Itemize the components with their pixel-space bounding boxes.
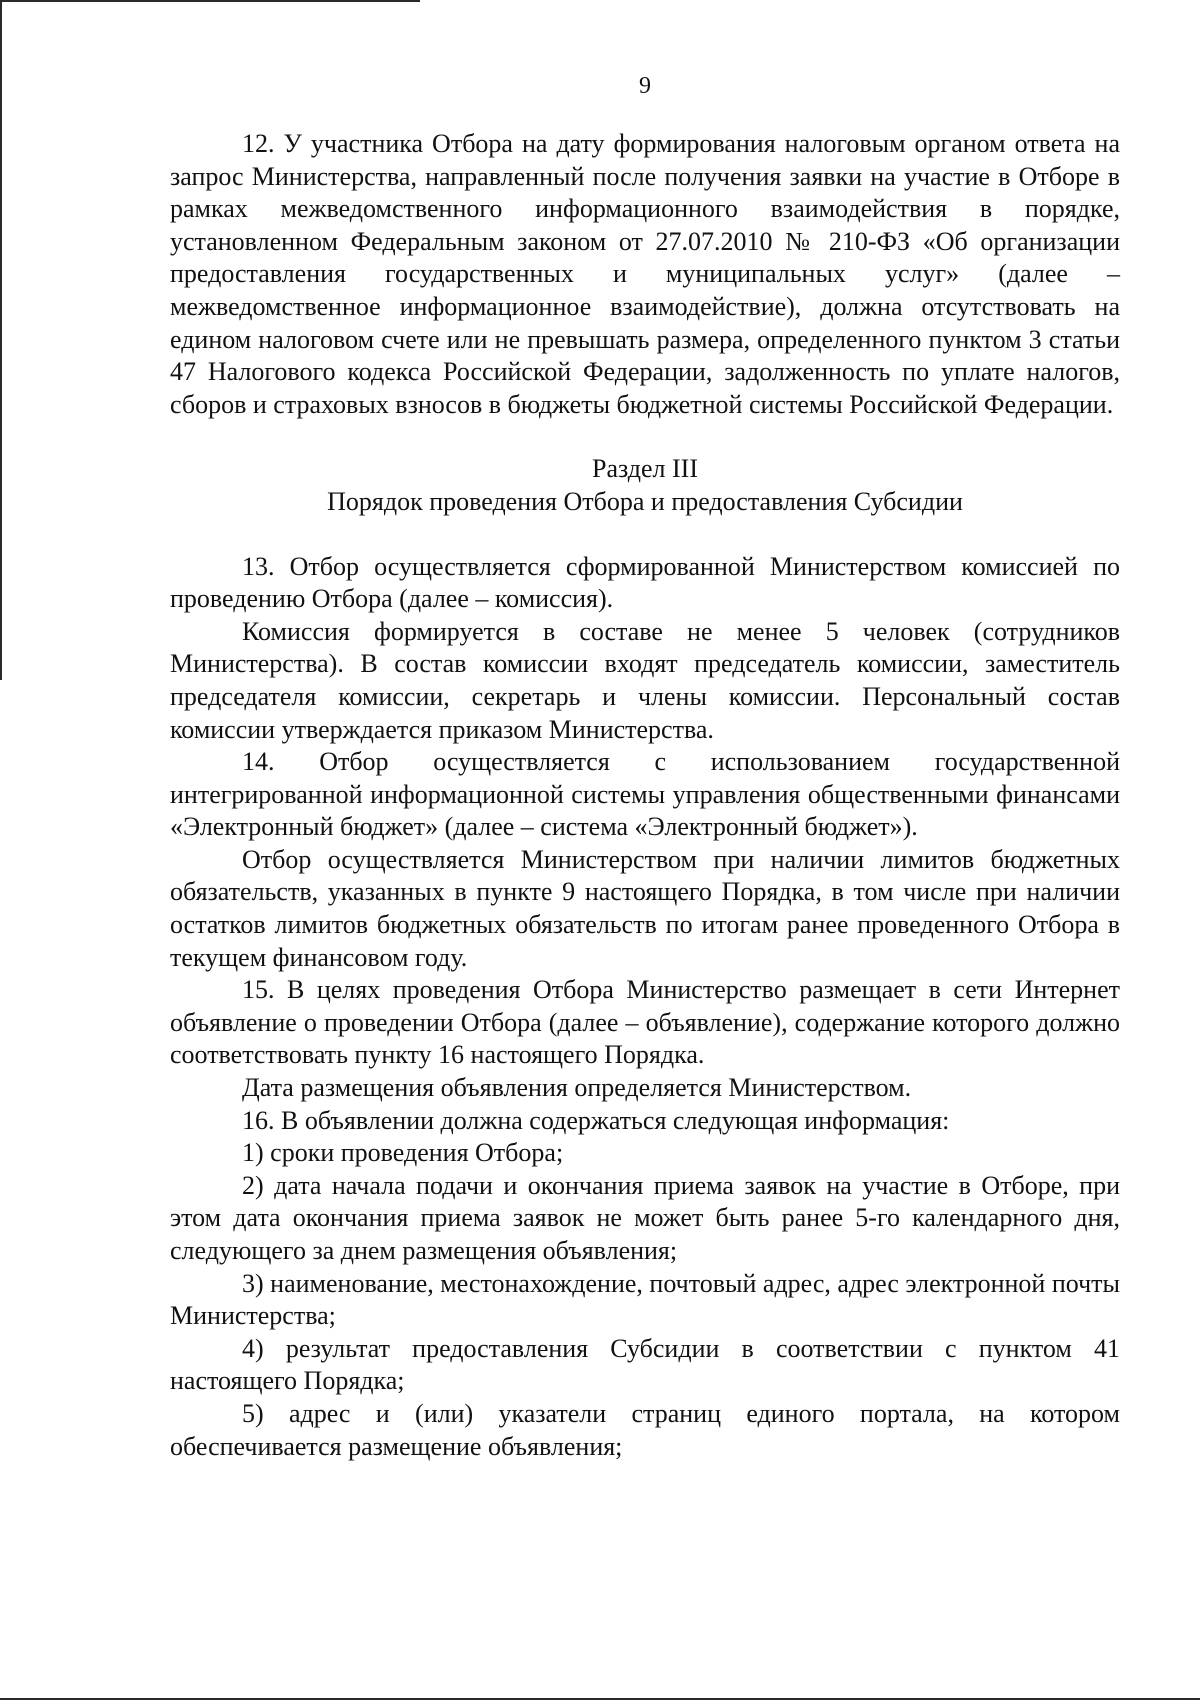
paragraph-16: 16. В объявлении должна содержаться следующая информация:: [242, 1105, 950, 1135]
paragraph-13: 13. Отбор осуществляется сформированной Министерством комиссией по проведению Отбора (далее – комиссия).: [170, 551, 1120, 614]
scan-edge-top: [0, 0, 420, 2]
scan-edge-left: [0, 0, 2, 680]
page-number: 9: [639, 73, 651, 99]
paragraph-15-date: Дата размещения объявления определяется Министерством.: [242, 1073, 912, 1103]
document-body: [170, 128, 1120, 1463]
list-item-2: 2) дата начала подачи и окончания приема заявок на участие в Отборе, при этом дата окончания приема заявок не может быть ранее 5-го календарного дня, следующего за днем размещения объявления;: [170, 1170, 1120, 1265]
paragraph-14: 14. Отбор осуществляется с использованием государственной интегрированной информационной системы управления общественными финансами «Электронный бюджет» (далее – система «Электронный бюджет»).: [170, 747, 1120, 842]
list-item-5: 5) адрес и (или) указатели страниц единого портала, на котором обеспечивается размещение объявления;: [170, 1398, 1120, 1461]
list-item-1: 1) сроки проведения Отбора;: [242, 1138, 564, 1168]
paragraph-13-commission: Комиссия формируется в составе не менее 5 человек (сотрудников Министерства). В состав комиссии входят председатель комиссии, заместитель председателя комиссии, секретарь и члены комиссии. Персональный состав комиссии утверждается приказом Министерства.: [170, 616, 1120, 744]
paragraph-15: 15. В целях проведения Отбора Министерство размещает в сети Интернет объявление о проведении Отбора (далее – объявление), содержание которого должно соответствовать пункту 16 настоящего Порядка.: [170, 975, 1120, 1070]
section-title: Раздел III: [591, 454, 699, 484]
list-item-3: 3) наименование, местонахождение, почтовый адрес, адрес электронной почты Министерства;: [170, 1268, 1120, 1331]
paragraph-12: 12. У участника Отбора на дату формирования налоговым органом ответа на запрос Министерства, направленный после получения заявки на участие в Отборе в рамках межведомственного информационного взаимодействия в порядке, установленном Федеральным законом от 27.07.2010 № 210-ФЗ «Об организации предоставления государственных и муниципальных услуг» (далее – межведомственное информационное взаимодействие), должна отсутствовать на едином налоговом счете или не превышать размера, определенного пунктом 3 статьи 47 Налогового кодекса Российской Федерации, задолженность по уплате налогов, сборов и страховых взносов в бюджеты бюджетной системы Российской Федерации.: [170, 129, 1120, 419]
section-subtitle: Порядок проведения Отбора и предоставления Субсидии: [327, 486, 963, 516]
paragraph-14-limits: Отбор осуществляется Министерством при наличии лимитов бюджетных обязательств, указанных в пункте 9 настоящего Порядка, в том числе при наличии остатков лимитов бюджетных обязательств по итогам ранее проведенного Отбора в текущем финансовом году.: [170, 844, 1120, 972]
list-item-4: 4) результат предоставления Субсидии в соответствии с пунктом 41 настоящего Порядка;: [170, 1333, 1120, 1396]
